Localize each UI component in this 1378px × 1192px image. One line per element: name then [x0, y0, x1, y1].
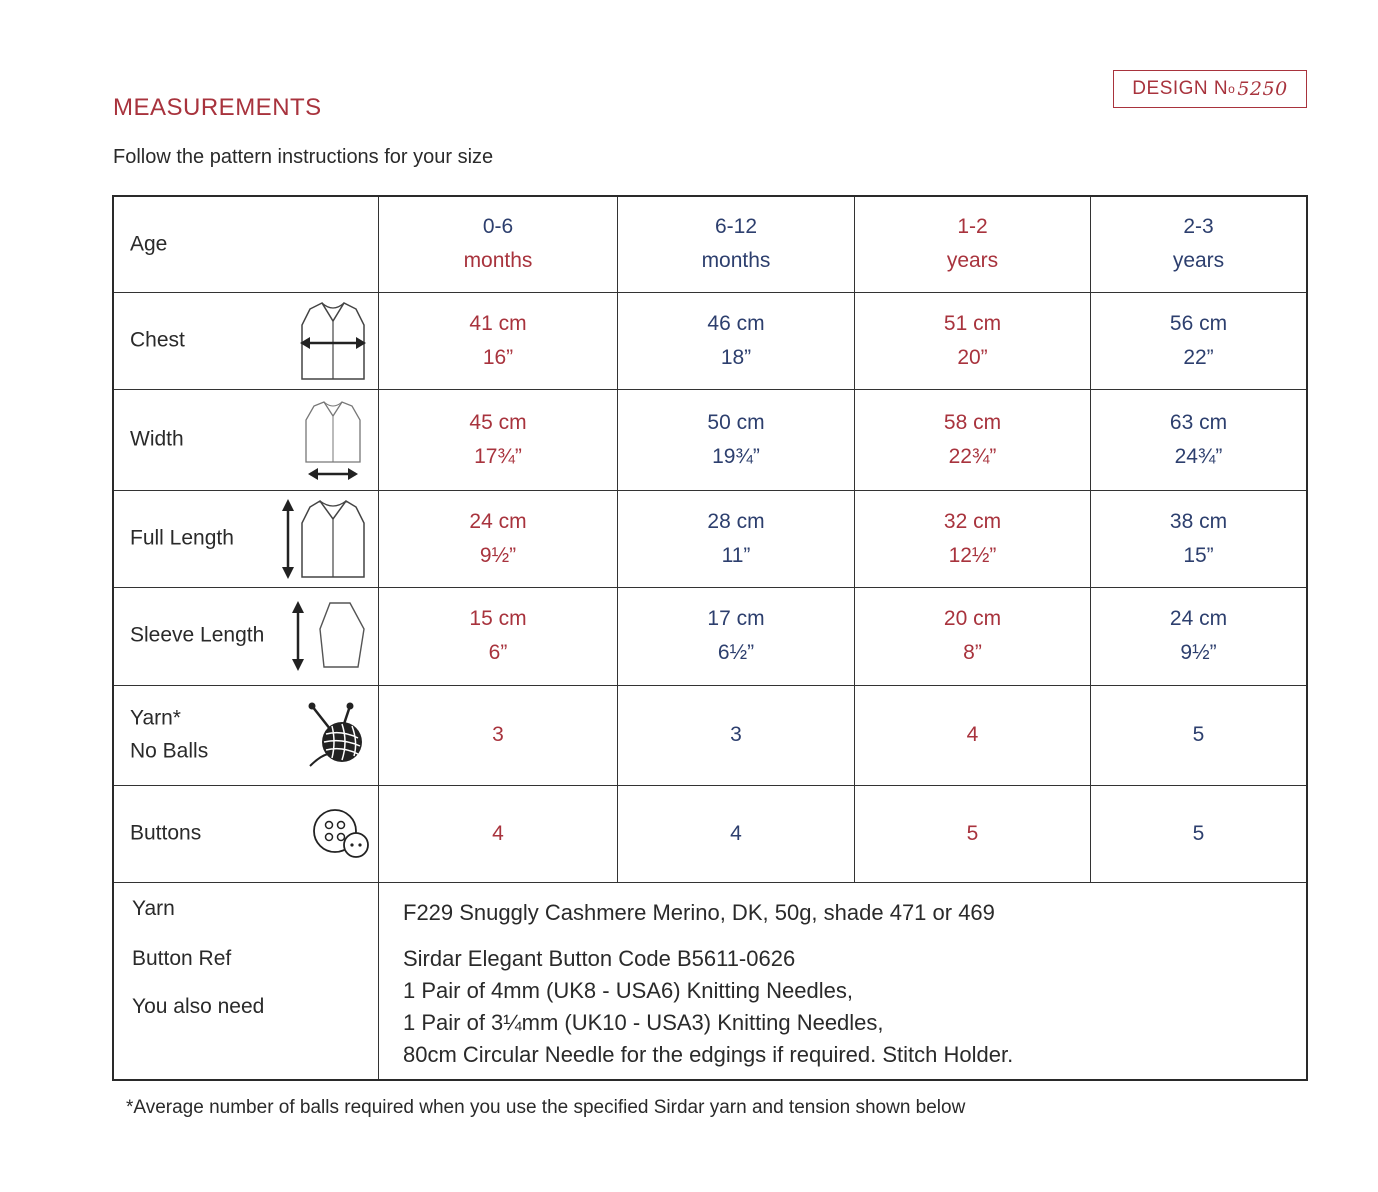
also-need-line-2: 1 Pair of 3¼mm (UK10 - USA3) Knitting Needles,	[403, 1009, 884, 1035]
cardigan-length-arrow-icon	[280, 497, 370, 581]
value-cell: 3	[379, 685, 618, 785]
table-row-age	[113, 196, 1307, 292]
value-line-1: 15 cm	[469, 607, 527, 630]
value-cell: 5	[1091, 785, 1308, 882]
value-cell	[379, 292, 618, 389]
value-line-2: months	[463, 249, 533, 273]
value-line-2: 9½”	[479, 543, 517, 567]
value-line-1: 58 cm	[943, 410, 1002, 434]
value-line-1: 46 cm	[707, 311, 765, 335]
value-cell	[379, 587, 618, 685]
also-need-line-3: 80cm Circular Needle for the edgings if required. Stitch Holder.	[403, 1041, 1014, 1067]
value-cell	[855, 389, 1091, 490]
design-sup: o	[1228, 82, 1236, 96]
design-prefix: DESIGN N	[1132, 78, 1229, 99]
value-cell: 4	[855, 685, 1091, 785]
value-cell	[855, 196, 1091, 292]
value-line-1: 24 cm	[469, 509, 527, 533]
yarn-ball-needles-icon	[306, 700, 370, 770]
page-subtitle: Follow the pattern instructions for your size	[113, 146, 494, 168]
value-cell: 4	[379, 785, 618, 882]
value-line-2: years	[946, 249, 999, 273]
value-line-1: 32 cm	[943, 509, 1002, 533]
value-cell: 5	[1091, 685, 1308, 785]
value-line-1: 2-3	[1183, 215, 1214, 239]
value-cell	[618, 587, 855, 685]
materials-text-cell	[379, 882, 1308, 1080]
table-row-full-length	[113, 490, 1307, 587]
row-label: Full Length	[130, 526, 234, 550]
value-line-2: 22”	[1183, 345, 1214, 369]
value-line-1: 24 cm	[1169, 607, 1228, 630]
value-line-2: 15”	[1183, 543, 1214, 567]
value-line-1: 38 cm	[1169, 509, 1228, 533]
value-line-1: 28 cm	[707, 509, 765, 533]
also-need-label: You also need	[132, 994, 265, 1018]
value-line-1: 20 cm	[943, 607, 1002, 630]
button-ref-label: Button Ref	[132, 946, 232, 970]
row-label-cell	[113, 292, 379, 389]
table-row-buttons	[113, 785, 1307, 882]
row-label	[130, 702, 208, 767]
row-label-cell	[113, 490, 379, 587]
value-cell: 5	[855, 785, 1091, 882]
value-line-1: 1-2	[957, 215, 988, 239]
value-cell	[855, 490, 1091, 587]
value-line-2: years	[1172, 249, 1225, 273]
row-label-cell	[113, 196, 379, 292]
value-line-2: 6½”	[717, 641, 755, 664]
table-row-chest	[113, 292, 1307, 389]
value-line-1: 0-6	[482, 215, 514, 239]
value-cell	[1091, 292, 1308, 389]
row-label-line-2: No Balls	[130, 739, 209, 762]
row-label: Buttons	[130, 821, 202, 845]
value-cell	[1091, 389, 1308, 490]
design-number: 5250	[1237, 78, 1288, 100]
value-line-2: 24¾”	[1174, 444, 1223, 468]
value-line-2: 9½”	[1180, 641, 1217, 664]
button-ref-text: Sirdar Elegant Button Code B5611-0626	[403, 945, 796, 971]
row-label: Sleeve Length	[130, 623, 265, 647]
table-row-width	[113, 389, 1307, 490]
value-line-2: 6”	[488, 641, 508, 664]
footnote: *Average number of balls required when you use the specified Sirdar yarn and tension shown below	[126, 1097, 966, 1118]
value-cell: 4	[618, 785, 855, 882]
value-cell	[618, 490, 855, 587]
value-line-2: 20”	[957, 345, 988, 369]
cardigan-chest-arrow-icon	[296, 299, 370, 383]
row-label-cell	[113, 685, 379, 785]
table-row-materials	[113, 882, 1307, 1080]
cardigan-width-arrow-icon	[296, 398, 370, 482]
value-cell	[379, 389, 618, 490]
design-number-box	[1113, 70, 1307, 108]
value-line-2: 8”	[963, 641, 982, 664]
value-line-2: 11”	[721, 543, 751, 567]
value-line-2: 17¾”	[474, 444, 522, 468]
value-line-2: 19¾”	[712, 444, 760, 468]
value-line-2: 12½”	[948, 543, 997, 567]
buttons-icon	[310, 807, 370, 861]
value-cell	[855, 292, 1091, 389]
value-cell	[1091, 490, 1308, 587]
also-need-line-1: 1 Pair of 4mm (UK8 - USA6) Knitting Needles,	[403, 977, 853, 1003]
value-line-1: 45 cm	[469, 410, 527, 434]
value-line-1: 50 cm	[707, 410, 765, 434]
value-cell	[1091, 196, 1308, 292]
value-cell: 3	[618, 685, 855, 785]
row-label-cell	[113, 587, 379, 685]
value-cell	[618, 292, 855, 389]
value-cell	[618, 196, 855, 292]
value-line-1: 51 cm	[943, 311, 1002, 335]
materials-label-cell	[113, 882, 379, 1080]
table-row-yarn-balls	[113, 685, 1307, 785]
value-cell	[1091, 587, 1308, 685]
row-label: Width	[130, 427, 184, 451]
value-line-1: 41 cm	[469, 311, 527, 335]
row-label-cell	[113, 785, 379, 882]
measurements-table	[112, 195, 1308, 1081]
value-line-2: 22¾”	[948, 444, 997, 468]
table-row-sleeve-length	[113, 587, 1307, 685]
row-label: Age	[130, 232, 168, 256]
value-line-2: 18”	[720, 345, 752, 369]
value-cell	[379, 490, 618, 587]
value-cell	[618, 389, 855, 490]
row-label-line-1: Yarn*	[130, 706, 181, 730]
value-cell	[379, 196, 618, 292]
yarn-label: Yarn	[132, 896, 175, 920]
value-line-1: 17 cm	[707, 607, 765, 630]
yarn-text: F229 Snuggly Cashmere Merino, DK, 50g, shade 471 or 469	[403, 899, 995, 925]
row-label: Chest	[130, 328, 185, 352]
page-title: MEASUREMENTS	[113, 94, 322, 121]
value-cell	[855, 587, 1091, 685]
value-line-1: 56 cm	[1169, 311, 1228, 335]
value-line-2: 16”	[482, 345, 514, 369]
value-line-2: months	[701, 249, 771, 273]
value-line-1: 6-12	[714, 215, 758, 239]
row-label-cell	[113, 389, 379, 490]
value-line-1: 63 cm	[1169, 410, 1228, 434]
sleeve-length-arrow-icon	[290, 599, 370, 673]
